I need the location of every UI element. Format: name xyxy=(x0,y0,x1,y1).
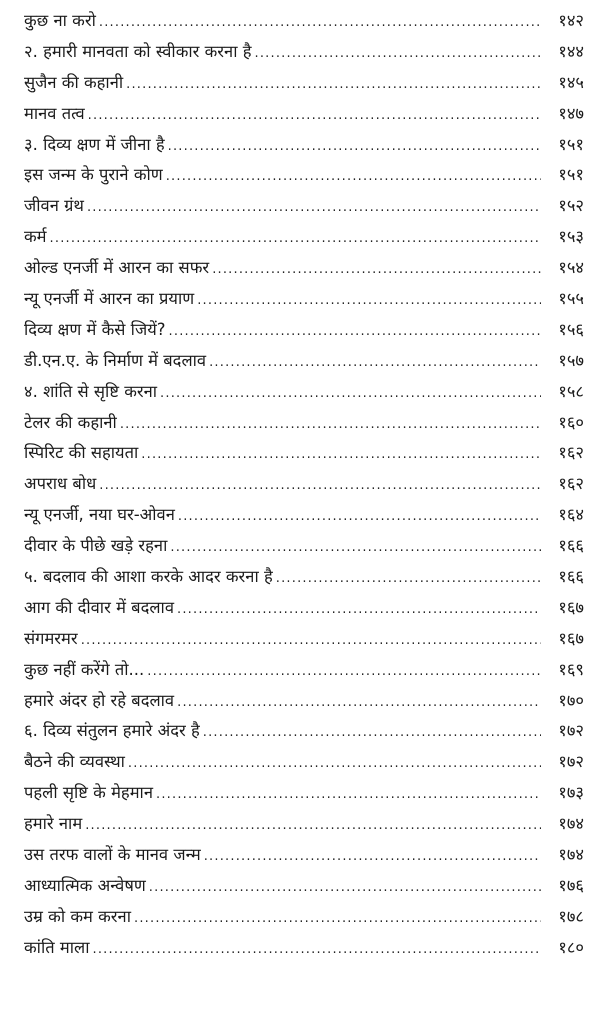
toc-entry-title: उम्र को कम करना xyxy=(24,906,131,926)
toc-entry xyxy=(24,37,584,68)
toc-entry-title: जीवन ग्रंथ xyxy=(24,196,84,216)
dot-leader xyxy=(120,410,541,441)
toc-entry-page-number: १६७ xyxy=(558,628,584,648)
toc-entry xyxy=(24,593,584,624)
dot-leader xyxy=(168,132,541,163)
toc-entry xyxy=(24,346,584,377)
toc-entry-page-number: १४४ xyxy=(558,41,584,61)
toc-entry-title: आध्यात्मिक अन्वेषण xyxy=(24,875,146,895)
toc-entry xyxy=(24,716,584,747)
toc-entry xyxy=(24,408,584,439)
toc-entry-page-number: १८० xyxy=(558,937,584,957)
toc-entry-page-number: १६२ xyxy=(558,443,584,463)
toc-entry-page-number: १५२ xyxy=(558,196,584,216)
toc-entry-page-number: १६६ xyxy=(558,536,584,556)
toc-entry-title: ५. बदलाव की आशा करके आदर करना है xyxy=(24,567,273,587)
toc-entry-page-number: १५८ xyxy=(558,381,584,401)
toc-entry-title: मानव तत्व xyxy=(24,103,85,123)
toc-entry-title: स्पिरिट की सहायता xyxy=(24,443,139,463)
toc-entry xyxy=(24,655,584,686)
toc-entry-title: २. हमारी मानवता को स्वीकार करना है xyxy=(24,41,252,61)
toc-entry-page-number: १७३ xyxy=(558,783,584,803)
dot-leader xyxy=(128,749,541,780)
toc-entry-title: दिव्य क्षण में कैसे जियें? xyxy=(24,319,166,339)
dot-leader xyxy=(178,502,541,533)
toc-entry xyxy=(24,562,584,593)
toc-entry-title: हमारे नाम xyxy=(24,814,83,834)
toc-entry-title: सुजैन की कहानी xyxy=(24,72,124,92)
dot-leader xyxy=(204,842,541,873)
dot-leader xyxy=(170,533,541,564)
toc-entry-title: ओल्ड एनर्जी में आरन का सफर xyxy=(24,258,210,278)
toc-entry xyxy=(24,253,584,284)
toc-entry-title: उस तरफ वालों के मानव जन्म xyxy=(24,845,201,865)
toc-entry xyxy=(24,191,584,222)
dot-leader xyxy=(85,811,541,842)
toc-entry xyxy=(24,624,584,655)
dot-leader xyxy=(209,348,541,379)
dot-leader xyxy=(212,255,541,286)
toc-entry xyxy=(24,531,584,562)
toc-entry-page-number: १६२ xyxy=(558,474,584,494)
toc-entry-title: कांति माला xyxy=(24,937,90,957)
toc-entry xyxy=(24,284,584,315)
dot-leader xyxy=(156,780,541,811)
dot-leader xyxy=(99,8,541,39)
toc-entry-page-number: १४५ xyxy=(558,72,584,92)
toc-entry-page-number: १५१ xyxy=(558,165,584,185)
dot-leader xyxy=(147,657,541,688)
toc-entry-title: पहली सृष्टि के मेहमान xyxy=(24,783,153,803)
toc-entry-title: दीवार के पीछे खड़े रहना xyxy=(24,536,168,556)
toc-entry-page-number: १७८ xyxy=(558,906,584,926)
toc-entry-title: बैठने की व्यवस्था xyxy=(24,752,125,772)
dot-leader xyxy=(160,379,541,410)
dot-leader xyxy=(81,626,541,657)
toc-entry-page-number: १७६ xyxy=(558,875,584,895)
toc-entry-page-number: १७२ xyxy=(558,721,584,741)
toc-entry xyxy=(24,68,584,99)
dot-leader xyxy=(134,904,541,935)
toc-entry-page-number: १६९ xyxy=(558,659,584,679)
toc-entry-page-number: १६० xyxy=(558,412,584,432)
toc-entry xyxy=(24,315,584,346)
toc-entry-title: न्यू एनर्जी में आरन का प्रयाण xyxy=(24,289,195,309)
toc-entry-page-number: १७२ xyxy=(558,752,584,772)
toc-entry xyxy=(24,6,584,37)
dot-leader xyxy=(99,471,541,502)
toc-entry xyxy=(24,902,584,933)
toc-entry xyxy=(24,469,584,500)
toc-entry-title: कर्म xyxy=(24,227,47,247)
toc-entry-page-number: १५१ xyxy=(558,134,584,154)
dot-leader xyxy=(177,688,541,719)
toc-entry xyxy=(24,222,584,253)
dot-leader xyxy=(92,935,541,966)
table-of-contents xyxy=(24,6,584,964)
dot-leader xyxy=(203,718,541,749)
toc-entry-page-number: १५३ xyxy=(558,227,584,247)
dot-leader xyxy=(177,595,541,626)
toc-entry-page-number: १६४ xyxy=(558,505,584,525)
toc-entry-page-number: १७४ xyxy=(558,845,584,865)
toc-entry-title: ४. शांति से सृष्टि करना xyxy=(24,381,158,401)
toc-entry xyxy=(24,747,584,778)
toc-entry-title: हमारे अंदर हो रहे बदलाव xyxy=(24,690,175,710)
toc-entry-page-number: १६७ xyxy=(558,597,584,617)
toc-entry-title: अपराध बोध xyxy=(24,474,97,494)
toc-entry-page-number: १५६ xyxy=(558,319,584,339)
toc-entry xyxy=(24,160,584,191)
dot-leader xyxy=(149,873,541,904)
toc-entry xyxy=(24,933,584,964)
toc-entry xyxy=(24,686,584,717)
toc-entry-title: आग की दीवार में बदलाव xyxy=(24,597,174,617)
toc-entry-title: टेलर की कहानी xyxy=(24,412,117,432)
toc-entry-title: ३. दिव्य क्षण में जीना है xyxy=(24,134,165,154)
toc-entry xyxy=(24,99,584,130)
dot-leader xyxy=(126,70,541,101)
dot-leader xyxy=(255,39,542,70)
toc-entry-title: न्यू एनर्जी, नया घर-ओवन xyxy=(24,505,175,525)
toc-entry xyxy=(24,438,584,469)
dot-leader xyxy=(276,564,541,595)
toc-entry xyxy=(24,377,584,408)
toc-entry-page-number: १७४ xyxy=(558,814,584,834)
toc-entry xyxy=(24,871,584,902)
toc-entry-page-number: १५५ xyxy=(558,289,584,309)
toc-entry xyxy=(24,500,584,531)
dot-leader xyxy=(169,317,541,348)
dot-leader xyxy=(87,193,541,224)
toc-entry-page-number: १५७ xyxy=(558,350,584,370)
dot-leader xyxy=(141,440,541,471)
toc-entry-title: डी.एन.ए. के निर्माण में बदलाव xyxy=(24,350,207,370)
dot-leader xyxy=(197,286,541,317)
toc-entry-page-number: १६६ xyxy=(558,567,584,587)
toc-entry-title: कुछ नहीं करेंगे तो... xyxy=(24,659,145,679)
toc-entry-page-number: १४२ xyxy=(558,11,584,30)
toc-entry-title: इस जन्म के पुराने कोण xyxy=(24,165,163,185)
toc-entry xyxy=(24,840,584,871)
dot-leader xyxy=(50,224,541,255)
toc-entry-page-number: १४७ xyxy=(558,103,584,123)
toc-entry xyxy=(24,778,584,809)
toc-entry xyxy=(24,809,584,840)
toc-entry-title: संगमरमर xyxy=(24,628,78,648)
toc-entry-page-number: १७० xyxy=(558,690,584,710)
toc-entry-page-number: १५४ xyxy=(558,258,584,278)
dot-leader xyxy=(166,162,541,193)
toc-entry xyxy=(24,130,584,161)
toc-entry-title: ६. दिव्य संतुलन हमारे अंदर है xyxy=(24,721,200,741)
dot-leader xyxy=(88,101,541,132)
toc-entry-title: कुछ ना करो xyxy=(24,11,96,30)
